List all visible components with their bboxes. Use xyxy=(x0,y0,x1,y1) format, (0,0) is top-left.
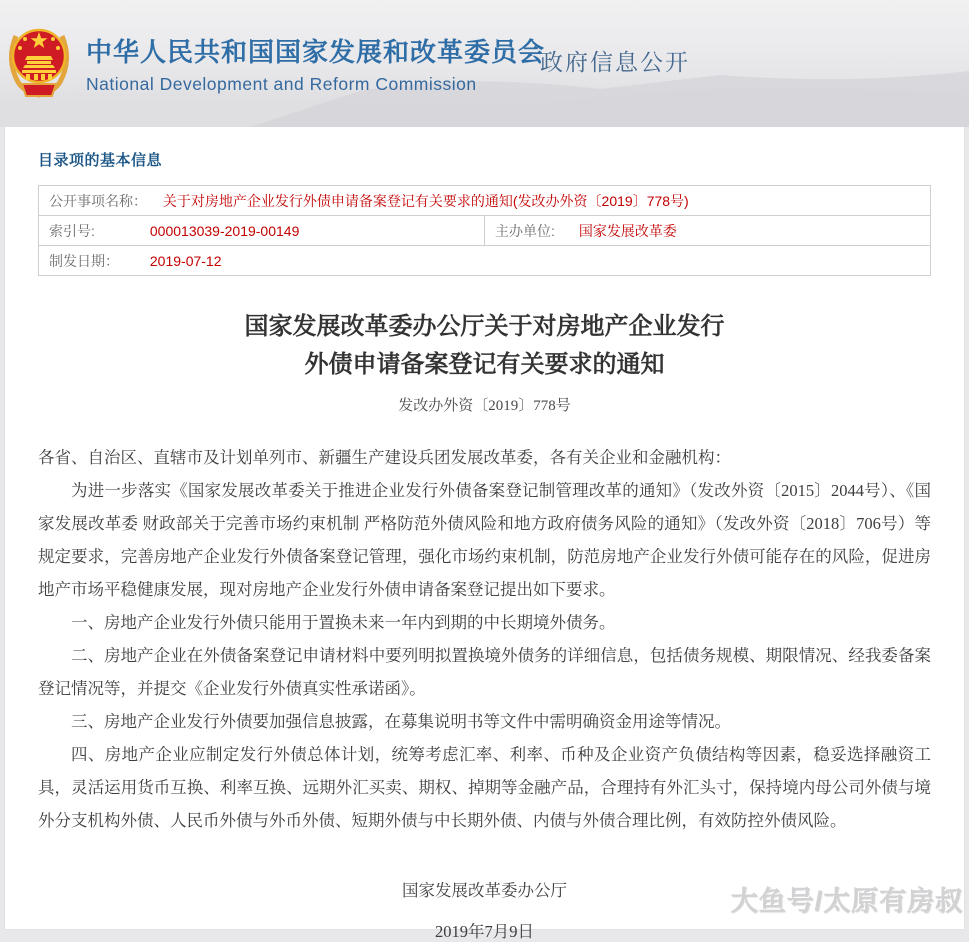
document-title-line2: 外债申请备案登记有关要求的通知 xyxy=(304,352,665,379)
paragraph: 为进一步落实《国家发展改革委关于推进企业发行外债备案登记制管理改革的通知》（发改外资〔2015〕2044号）、《国家发展改革委 财政部关于完善市场约束机制 严格防范外债风险和地方政府债务风险的通知》（发改外资〔2018〕706号）等规定要求，完善房地产企业发行外债备案登记管理，强化市场约束机制，防范房地产企业发行外债可能存在的风险，促进房地产市场平稳健康发展，现对房地产企业发行外债申请备案登记提出如下要求。 xyxy=(38,480,931,599)
salutation-paragraph: 各省、自治区、直辖市及计划单列市、新疆生产建设兵团发展改革委，各有关企业和金融机构： xyxy=(38,447,731,467)
site-header xyxy=(0,0,969,127)
catalog-heading: 目录项的基本信息 xyxy=(38,152,163,169)
signature-date: 2019年7月9日 xyxy=(435,921,534,941)
signature-office: 国家发展改革委办公厅 xyxy=(402,880,567,900)
notice-document xyxy=(38,308,931,942)
document-body xyxy=(38,441,931,837)
watermark-text: 大鱼号/太原有房叔 xyxy=(730,886,963,916)
sponsor-unit-value: 国家发展改革委 xyxy=(578,222,677,239)
national-emblem-icon xyxy=(8,22,70,102)
issue-date-label: 制发日期： xyxy=(49,252,119,269)
paragraph: 一、房地产企业发行外债只能用于置换未来一年内到期的中长期境外债务。 xyxy=(71,612,616,632)
paragraph: 二、房地产企业在外债备案登记申请材料中要列明拟置换境外债务的详细信息，包括债务规模、期限情况、经我委备案登记情况等，并提交《企业发行外债真实性承诺函》。 xyxy=(38,645,931,698)
document-title xyxy=(38,308,931,385)
agency-title-cn: 中华人民共和国国家发展和改革委员会 xyxy=(86,37,546,67)
index-number-label: 索引号: xyxy=(49,222,95,239)
gov-info-disclosure-label: 政府信息公开 xyxy=(540,49,690,75)
catalog-info-table xyxy=(38,185,931,276)
paragraph: 四、房地产企业应制定发行外债总体计划，统筹考虑汇率、利率、币种及企业资产负债结构等因素，稳妥选择融资工具，灵活运用货币互换、利率互换、远期外汇买卖、期权、掉期等金融产品，合理持有外汇头寸，保持境内母公司外债与境外分支机构外债、人民币外债与外币外债、短期外债与中长期外债、内债与外债合理比例，有效防控外债风险。 xyxy=(38,744,931,830)
document-number: 发改办外资〔2019〕778号 xyxy=(398,397,571,414)
item-name-label: 公开事项名称： xyxy=(49,192,147,209)
issue-date-value: 2019-07-12 xyxy=(149,252,222,269)
index-number-value: 000013039-2019-00149 xyxy=(149,222,300,239)
table-row xyxy=(39,216,931,246)
paragraph: 三、房地产企业发行外债要加强信息披露，在募集说明书等文件中需明确资金用途等情况。 xyxy=(71,711,731,731)
table-row xyxy=(39,186,931,216)
document-page xyxy=(4,127,965,941)
document-title-line1: 国家发展改革委办公厅关于对房地产企业发行 xyxy=(244,314,725,340)
item-name-link[interactable]: 关于对房地产企业发行外债申请备案登记有关要求的通知(发改办外资〔2019〕778号) xyxy=(162,192,689,209)
table-row xyxy=(39,246,931,276)
sponsor-unit-label: 主办单位: xyxy=(495,222,555,239)
agency-title-en: National Development and Reform Commission xyxy=(86,74,477,94)
